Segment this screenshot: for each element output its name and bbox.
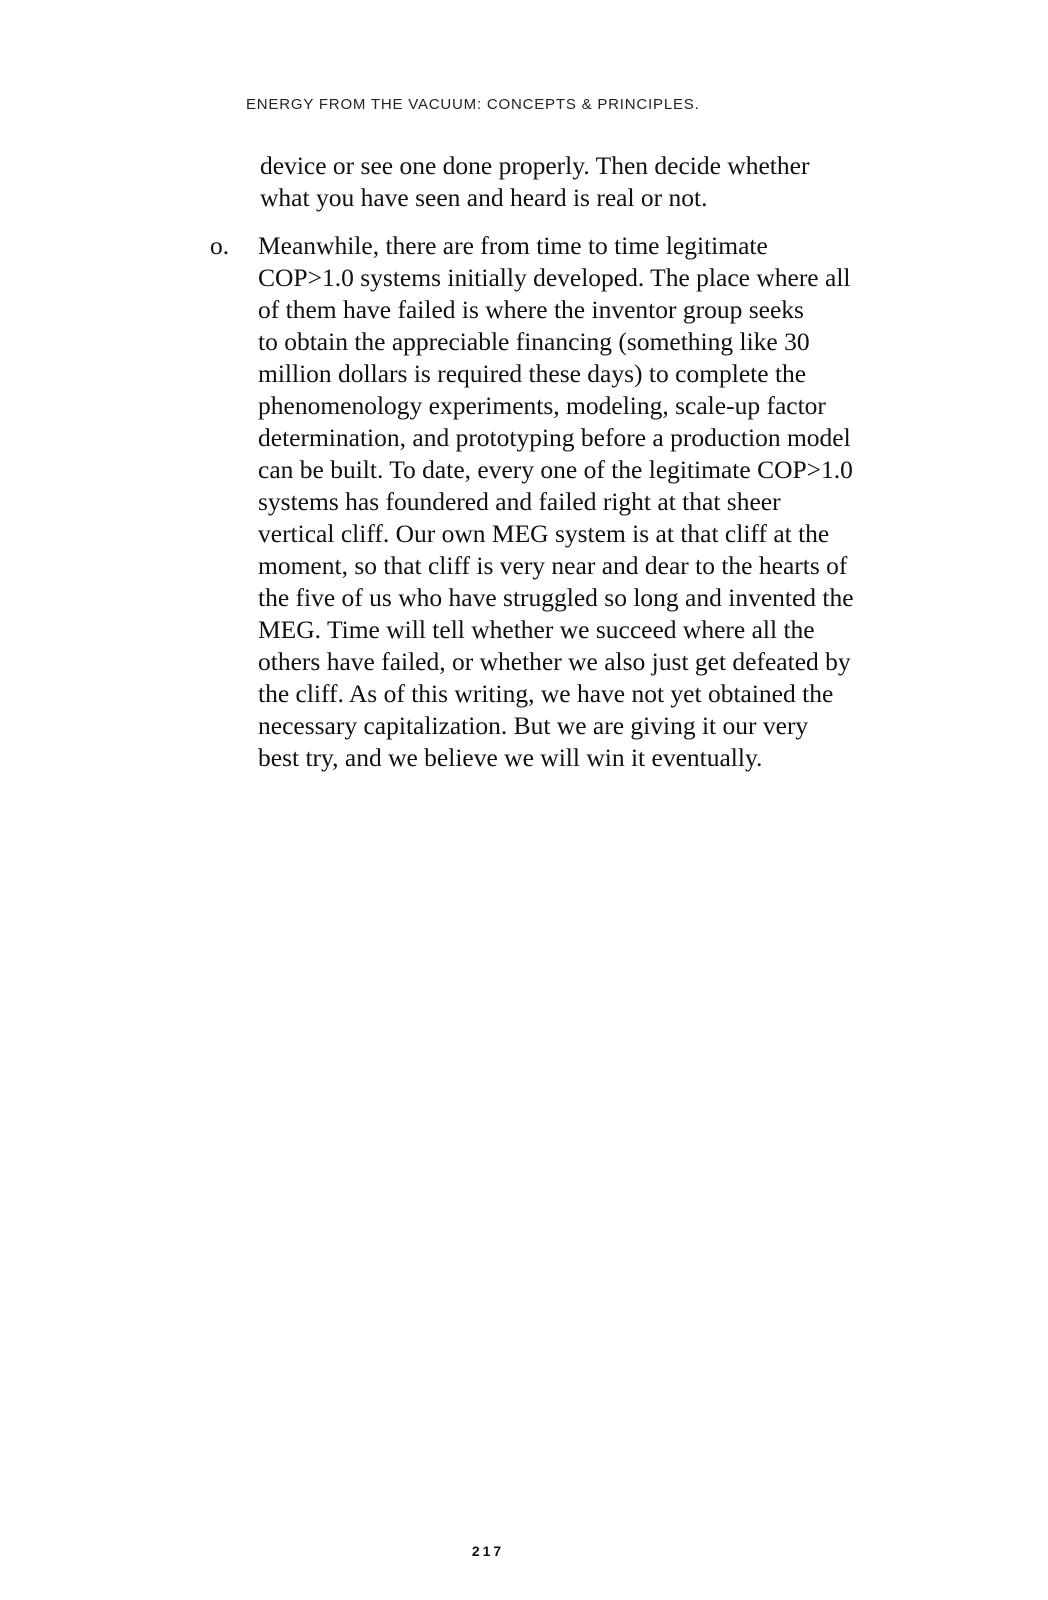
- paragraph-line: Meanwhile, there are from time to time legitimate: [258, 231, 768, 260]
- list-item-body: [258, 230, 988, 774]
- paragraph-line: can be built. To date, every one of the legitimate COP>1.0: [258, 455, 853, 484]
- paragraph-line: determination, and prototyping before a production model: [258, 423, 851, 452]
- paragraph-line: best try, and we believe we will win it eventually.: [258, 743, 763, 772]
- paragraph-line: MEG. Time will tell whether we succeed where all the: [258, 615, 815, 644]
- paragraph-line: vertical cliff. Our own MEG system is at that cliff at the: [258, 519, 830, 548]
- paragraph-line: million dollars is required these days) to complete the: [258, 359, 807, 388]
- page-number: 217: [471, 1543, 505, 1559]
- paragraph-line: moment, so that cliff is very near and dear to the hearts of: [258, 551, 848, 580]
- paragraph-line: phenomenology experiments, modeling, scale-up factor: [258, 391, 826, 420]
- paragraph-line: of them have failed is where the inventor group seeks: [258, 295, 804, 324]
- paragraph-line: others have failed, or whether we also just get defeated by: [258, 647, 851, 676]
- paragraph-line: what you have seen and heard is real or not.: [260, 183, 708, 212]
- paragraph-line: to obtain the appreciable financing (something like 30: [258, 327, 810, 356]
- list-marker: o.: [210, 231, 230, 260]
- paragraph-line: COP>1.0 systems initially developed. The place where all: [258, 263, 851, 292]
- paragraph-line: necessary capitalization. But we are giving it our very: [258, 711, 809, 740]
- paragraph-line: systems has foundered and failed right at that sheer: [258, 487, 781, 516]
- running-header: ENERGY FROM THE VACUUM: CONCEPTS & PRINCIPLES.: [246, 96, 700, 113]
- paragraph-line: the five of us who have struggled so long and invented the: [258, 583, 854, 612]
- continuation-paragraph: [260, 150, 980, 214]
- paragraph-line: the cliff. As of this writing, we have not yet obtained the: [258, 679, 834, 708]
- paragraph-line: device or see one done properly. Then decide whether: [260, 151, 810, 180]
